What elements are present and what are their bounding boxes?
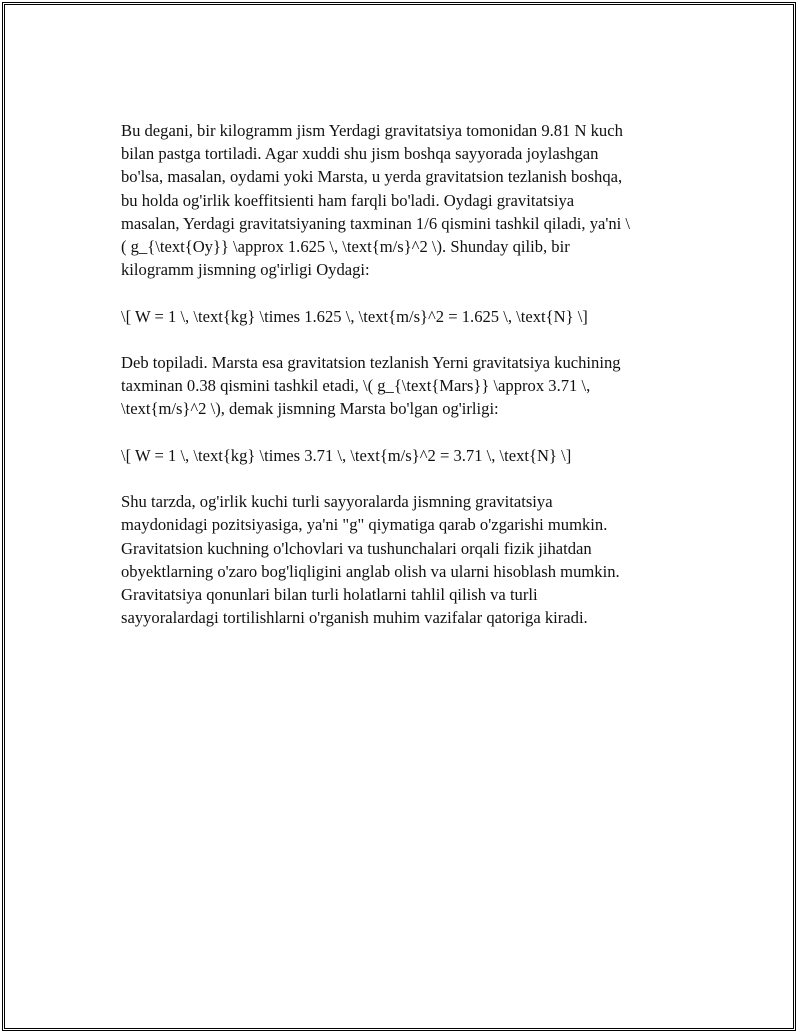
text-line: kilogramm jismning og'irligi Oydagi: [121,260,370,280]
text-line: sayyoralardagi tortilishlarni o'rganish muhim vazifalar qatoriga kiradi. [121,608,588,628]
formula-line: \[ W = 1 \, \text{kg} \times 3.71 \, \text{m/s}^2 = 3.71 \, \text{N} \] [121,445,572,465]
text-line: Gravitatsion kuchning o'lchovlari va tushunchalari orqali fizik jihatdan [121,538,592,558]
text-line: \text{m/s}^2 \), demak jismning Marsta bo'lgan og'irligi: [121,399,499,419]
document-page [2,2,796,1031]
text-line: Deb topiladi. Marsta esa gravitatsion tezlanish Yerni gravitatsiya kuchining [121,353,621,372]
text-line: masalan, Yerdagi gravitatsiyaning taxminan 1/6 qismini tashkil qiladi, ya'ni \ [121,213,631,233]
paragraph-mars [121,351,701,421]
text-line: bilan pastga tortiladi. Agar xuddi shu jism boshqa sayyorada joylashgan [121,144,599,164]
document-body [121,119,701,653]
formula-moon-weight [121,305,701,328]
paragraph-conclusion [121,490,701,629]
text-line: maydonidagi pozitsiyasiga, ya'ni "g" qiymatiga qarab o'zgarishi mumkin. [121,515,608,535]
paragraph-intro [121,119,701,281]
text-line: obyektlarning o'zaro bog'liqligini anglab olish va ularni hisoblash mumkin. [121,561,620,581]
text-line: taxminan 0.38 qismini tashkil etadi, \( g_{\text{Mars}} \approx 3.71 \, [121,376,591,396]
text-line: bu holda og'irlik koeffitsienti ham farqli bo'ladi. Oydagi gravitatsiya [121,190,575,210]
text-line: Bu degani, bir kilogramm jism Yerdagi gravitatsiya tomonidan 9.81 N kuch [121,121,623,140]
formula-line: \[ W = 1 \, \text{kg} \times 1.625 \, \text{m/s}^2 = 1.625 \, \text{N} \] [121,306,588,326]
text-line: ( g_{\text{Oy}} \approx 1.625 \, \text{m/s}^2 \). Shunday qilib, bir [121,237,570,257]
text-line: Gravitatsiya qonunlari bilan turli holatlarni tahlil qilish va turli [121,585,538,604]
text-line: bo'lsa, masalan, oydami yoki Marsta, u yerda gravitatsion tezlanish boshqa, [121,167,623,187]
text-line: Shu tarzda, og'irlik kuchi turli sayyoralarda jismning gravitatsiya [121,492,553,512]
formula-mars-weight [121,444,701,467]
